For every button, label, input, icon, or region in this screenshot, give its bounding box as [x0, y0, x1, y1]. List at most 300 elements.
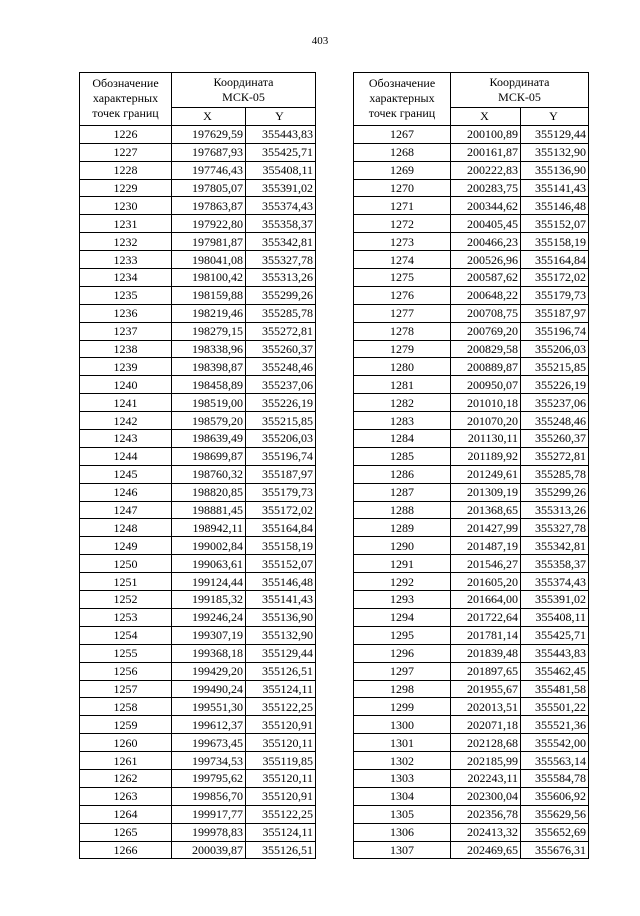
- table-row: [354, 787, 589, 805]
- y-coordinate-cell: 355132,90: [521, 143, 589, 161]
- table-row: [354, 233, 589, 251]
- table-row: [354, 626, 589, 644]
- table-row: [80, 251, 316, 269]
- table-row: [354, 251, 589, 269]
- table-row: [354, 769, 589, 787]
- table-row: [354, 680, 589, 698]
- table-row: [354, 447, 589, 465]
- table-row: [80, 716, 316, 734]
- y-coordinate-cell: 355260,37: [246, 340, 316, 358]
- x-coordinate-cell: 198338,96: [172, 340, 246, 358]
- point-number-cell: 1306: [354, 823, 451, 841]
- x-coordinate-cell: 198942,11: [172, 519, 246, 537]
- x-coordinate-cell: 201839,48: [451, 644, 521, 662]
- y-coordinate-cell: 355425,71: [246, 143, 316, 161]
- point-number-cell: 1242: [80, 412, 172, 430]
- y-coordinate-cell: 355136,90: [521, 161, 589, 179]
- x-coordinate-cell: 199490,24: [172, 680, 246, 698]
- y-coordinate-cell: 355206,03: [521, 340, 589, 358]
- point-number-cell: 1239: [80, 358, 172, 376]
- point-number-cell: 1237: [80, 322, 172, 340]
- table-body-right: [354, 125, 589, 859]
- point-number-cell: 1289: [354, 519, 451, 537]
- table-row: [354, 125, 589, 143]
- table-row: [354, 573, 589, 591]
- point-number-cell: 1268: [354, 143, 451, 161]
- table-row: [80, 501, 316, 519]
- point-number-cell: 1264: [80, 805, 172, 823]
- y-coordinate-cell: 355272,81: [246, 322, 316, 340]
- y-coordinate-cell: 355126,51: [246, 841, 316, 859]
- point-number-cell: 1279: [354, 340, 451, 358]
- point-number-cell: 1229: [80, 179, 172, 197]
- x-coordinate-cell: 201664,00: [451, 591, 521, 609]
- table-row: [80, 626, 316, 644]
- point-number-cell: 1299: [354, 698, 451, 716]
- table-row: [80, 143, 316, 161]
- x-coordinate-cell: 202128,68: [451, 734, 521, 752]
- x-coordinate-cell: 197629,59: [172, 125, 246, 143]
- point-number-cell: 1267: [354, 125, 451, 143]
- point-number-cell: 1288: [354, 501, 451, 519]
- x-coordinate-cell: 199063,61: [172, 555, 246, 573]
- table-row: [80, 752, 316, 770]
- y-coordinate-cell: 355129,44: [246, 644, 316, 662]
- point-number-cell: 1235: [80, 286, 172, 304]
- table-row: [80, 179, 316, 197]
- y-coordinate-cell: 355542,00: [521, 734, 589, 752]
- y-coordinate-cell: 355299,26: [521, 483, 589, 501]
- y-coordinate-cell: 355120,11: [246, 734, 316, 752]
- table-row: [80, 537, 316, 555]
- x-coordinate-cell: 199612,37: [172, 716, 246, 734]
- x-coordinate-cell: 199368,18: [172, 644, 246, 662]
- point-number-cell: 1271: [354, 197, 451, 215]
- y-coordinate-cell: 355563,14: [521, 752, 589, 770]
- table-row: [354, 537, 589, 555]
- y-coordinate-cell: 355237,06: [521, 394, 589, 412]
- point-number-cell: 1270: [354, 179, 451, 197]
- x-coordinate-cell: 199002,84: [172, 537, 246, 555]
- point-number-cell: 1281: [354, 376, 451, 394]
- y-coordinate-cell: 355606,92: [521, 787, 589, 805]
- y-coordinate-cell: 355342,81: [246, 233, 316, 251]
- table-row: [80, 573, 316, 591]
- point-number-cell: 1284: [354, 430, 451, 448]
- x-coordinate-cell: 201605,20: [451, 573, 521, 591]
- point-number-cell: 1247: [80, 501, 172, 519]
- table-row: [354, 430, 589, 448]
- x-coordinate-cell: 200708,75: [451, 304, 521, 322]
- table-row: [80, 340, 316, 358]
- table-row: [354, 841, 589, 859]
- x-coordinate-cell: 201249,61: [451, 465, 521, 483]
- x-coordinate-cell: 200889,87: [451, 358, 521, 376]
- y-coordinate-cell: 355122,25: [246, 698, 316, 716]
- coordinates-table-right: [353, 72, 589, 859]
- table-row: [80, 286, 316, 304]
- point-label-header: [80, 73, 172, 126]
- y-coordinate-cell: 355584,78: [521, 769, 589, 787]
- point-label-header: [354, 73, 451, 126]
- x-coordinate-cell: 199978,83: [172, 823, 246, 841]
- x-coordinate-cell: 200039,87: [172, 841, 246, 859]
- point-number-cell: 1294: [354, 608, 451, 626]
- y-coordinate-cell: 355226,19: [521, 376, 589, 394]
- point-number-cell: 1307: [354, 841, 451, 859]
- table-row: [354, 269, 589, 287]
- y-coordinate-cell: 355146,48: [521, 197, 589, 215]
- point-number-cell: 1297: [354, 662, 451, 680]
- x-coordinate-cell: 198398,87: [172, 358, 246, 376]
- table-row: [354, 716, 589, 734]
- table-row: [354, 698, 589, 716]
- y-coordinate-cell: 355676,31: [521, 841, 589, 859]
- y-coordinate-cell: 355164,84: [246, 519, 316, 537]
- y-coordinate-cell: 355313,26: [521, 501, 589, 519]
- point-number-cell: 1282: [354, 394, 451, 412]
- x-coordinate-cell: 200769,20: [451, 322, 521, 340]
- y-coordinate-cell: 355285,78: [246, 304, 316, 322]
- table-row: [80, 125, 316, 143]
- y-coordinate-cell: 355172,02: [246, 501, 316, 519]
- point-number-cell: 1233: [80, 251, 172, 269]
- x-coordinate-cell: 198219,46: [172, 304, 246, 322]
- y-coordinate-cell: 355196,74: [246, 447, 316, 465]
- y-coordinate-cell: 355342,81: [521, 537, 589, 555]
- table-row: [80, 519, 316, 537]
- table-row: [354, 483, 589, 501]
- x-coordinate-cell: 200526,96: [451, 251, 521, 269]
- coordinate-label-line: Координата: [489, 75, 550, 89]
- x-coordinate-cell: 197922,80: [172, 215, 246, 233]
- point-number-cell: 1263: [80, 787, 172, 805]
- table-row: [80, 734, 316, 752]
- y-coordinate-cell: 355172,02: [521, 269, 589, 287]
- table-row: [80, 591, 316, 609]
- y-coordinate-cell: 355391,02: [521, 591, 589, 609]
- table-body-left: [80, 125, 316, 859]
- x-coordinate-cell: 201955,67: [451, 680, 521, 698]
- x-coordinate-cell: 199124,44: [172, 573, 246, 591]
- x-coordinate-cell: 202071,18: [451, 716, 521, 734]
- y-coordinate-cell: 355327,78: [521, 519, 589, 537]
- point-number-cell: 1265: [80, 823, 172, 841]
- y-coordinate-cell: 355141,43: [521, 179, 589, 197]
- point-label-line: Обозначение: [92, 76, 159, 91]
- point-number-cell: 1291: [354, 555, 451, 573]
- y-coordinate-cell: 355206,03: [246, 430, 316, 448]
- table-row: [80, 787, 316, 805]
- y-coordinate-cell: 355187,97: [521, 304, 589, 322]
- table-row: [80, 161, 316, 179]
- x-coordinate-cell: 199917,77: [172, 805, 246, 823]
- y-coordinate-cell: 355248,46: [246, 358, 316, 376]
- x-coordinate-cell: 201130,11: [451, 430, 521, 448]
- y-coordinate-cell: 355215,85: [521, 358, 589, 376]
- x-coordinate-cell: 198760,32: [172, 465, 246, 483]
- x-coordinate-cell: 201897,65: [451, 662, 521, 680]
- table-row: [354, 143, 589, 161]
- y-coordinate-cell: 355652,69: [521, 823, 589, 841]
- table-row: [80, 394, 316, 412]
- table-row: [80, 447, 316, 465]
- point-number-cell: 1301: [354, 734, 451, 752]
- x-coordinate-cell: 198159,88: [172, 286, 246, 304]
- table-row: [80, 608, 316, 626]
- table-row: [80, 322, 316, 340]
- x-coordinate-cell: 197981,87: [172, 233, 246, 251]
- x-coordinate-cell: 202013,51: [451, 698, 521, 716]
- x-coordinate-cell: 200161,87: [451, 143, 521, 161]
- table-row: [354, 322, 589, 340]
- point-number-cell: 1278: [354, 322, 451, 340]
- y-coordinate-cell: 355481,58: [521, 680, 589, 698]
- coordinate-label-line: Координата: [213, 75, 274, 89]
- y-coordinate-cell: 355299,26: [246, 286, 316, 304]
- x-coordinate-cell: 200829,58: [451, 340, 521, 358]
- y-coordinate-cell: 355272,81: [521, 447, 589, 465]
- point-number-cell: 1253: [80, 608, 172, 626]
- x-coordinate-cell: 201781,14: [451, 626, 521, 644]
- table-row: [80, 376, 316, 394]
- table-row: [354, 805, 589, 823]
- point-label-line: точек границ: [368, 106, 436, 121]
- point-number-cell: 1244: [80, 447, 172, 465]
- point-number-cell: 1258: [80, 698, 172, 716]
- point-number-cell: 1251: [80, 573, 172, 591]
- point-number-cell: 1274: [354, 251, 451, 269]
- table-row: [354, 591, 589, 609]
- x-coordinate-cell: 199856,70: [172, 787, 246, 805]
- point-number-cell: 1303: [354, 769, 451, 787]
- table-row: [354, 644, 589, 662]
- y-coordinate-cell: 355164,84: [521, 251, 589, 269]
- x-coordinate-cell: 199307,19: [172, 626, 246, 644]
- y-coordinate-cell: 355237,06: [246, 376, 316, 394]
- point-number-cell: 1305: [354, 805, 451, 823]
- y-column-header: Y: [521, 108, 589, 126]
- point-number-cell: 1250: [80, 555, 172, 573]
- point-number-cell: 1231: [80, 215, 172, 233]
- x-coordinate-cell: 201427,99: [451, 519, 521, 537]
- y-coordinate-cell: 355187,97: [246, 465, 316, 483]
- point-number-cell: 1240: [80, 376, 172, 394]
- table-row: [354, 501, 589, 519]
- table-row: [80, 805, 316, 823]
- y-coordinate-cell: 355313,26: [246, 269, 316, 287]
- table-row: [354, 179, 589, 197]
- point-number-cell: 1283: [354, 412, 451, 430]
- y-coordinate-cell: 355122,25: [246, 805, 316, 823]
- x-coordinate-cell: 200283,75: [451, 179, 521, 197]
- table-row: [354, 304, 589, 322]
- point-number-cell: 1275: [354, 269, 451, 287]
- x-coordinate-cell: 202185,99: [451, 752, 521, 770]
- table-row: [80, 304, 316, 322]
- x-coordinate-cell: 198820,85: [172, 483, 246, 501]
- x-coordinate-cell: 202243,11: [451, 769, 521, 787]
- point-number-cell: 1298: [354, 680, 451, 698]
- table-row: [80, 465, 316, 483]
- point-number-cell: 1246: [80, 483, 172, 501]
- point-number-cell: 1234: [80, 269, 172, 287]
- table-row: [354, 555, 589, 573]
- y-coordinate-cell: 355215,85: [246, 412, 316, 430]
- point-number-cell: 1290: [354, 537, 451, 555]
- y-coordinate-cell: 355119,85: [246, 752, 316, 770]
- point-label-line: характерных: [92, 91, 159, 106]
- y-coordinate-cell: 355132,90: [246, 626, 316, 644]
- y-coordinate-cell: 355129,44: [521, 125, 589, 143]
- table-row: [80, 698, 316, 716]
- point-number-cell: 1277: [354, 304, 451, 322]
- table-row: [80, 644, 316, 662]
- x-coordinate-cell: 198639,49: [172, 430, 246, 448]
- table-row: [354, 662, 589, 680]
- x-coordinate-cell: 201546,27: [451, 555, 521, 573]
- table-row: [354, 519, 589, 537]
- point-label-line: точек границ: [92, 106, 159, 121]
- y-coordinate-cell: 355408,11: [246, 161, 316, 179]
- y-coordinate-cell: 355501,22: [521, 698, 589, 716]
- point-number-cell: 1228: [80, 161, 172, 179]
- x-coordinate-cell: 201722,64: [451, 608, 521, 626]
- y-coordinate-cell: 355158,19: [521, 233, 589, 251]
- x-coordinate-cell: 199246,24: [172, 608, 246, 626]
- y-coordinate-cell: 355443,83: [521, 644, 589, 662]
- y-coordinate-cell: 355120,91: [246, 787, 316, 805]
- table-row: [354, 161, 589, 179]
- y-coordinate-cell: 355327,78: [246, 251, 316, 269]
- x-coordinate-cell: 200587,62: [451, 269, 521, 287]
- point-number-cell: 1304: [354, 787, 451, 805]
- x-coordinate-cell: 198100,42: [172, 269, 246, 287]
- point-number-cell: 1261: [80, 752, 172, 770]
- y-coordinate-cell: 355443,83: [246, 125, 316, 143]
- point-number-cell: 1295: [354, 626, 451, 644]
- y-coordinate-cell: 355158,19: [246, 537, 316, 555]
- point-number-cell: 1230: [80, 197, 172, 215]
- y-coordinate-cell: 355179,73: [521, 286, 589, 304]
- table-row: [354, 734, 589, 752]
- x-coordinate-cell: 201010,18: [451, 394, 521, 412]
- y-coordinate-cell: 355146,48: [246, 573, 316, 591]
- x-coordinate-cell: 200950,07: [451, 376, 521, 394]
- point-number-cell: 1285: [354, 447, 451, 465]
- y-coordinate-cell: 355120,11: [246, 769, 316, 787]
- table-row: [80, 233, 316, 251]
- point-number-cell: 1266: [80, 841, 172, 859]
- x-coordinate-cell: 197746,43: [172, 161, 246, 179]
- point-number-cell: 1273: [354, 233, 451, 251]
- table-row: [80, 412, 316, 430]
- y-coordinate-cell: 355126,51: [246, 662, 316, 680]
- y-coordinate-cell: 355629,56: [521, 805, 589, 823]
- point-number-cell: 1269: [354, 161, 451, 179]
- table-row: [354, 752, 589, 770]
- table-row: [354, 823, 589, 841]
- x-coordinate-cell: 198579,20: [172, 412, 246, 430]
- y-coordinate-cell: 355462,45: [521, 662, 589, 680]
- coordinate-header: [451, 73, 589, 108]
- y-coordinate-cell: 355152,07: [246, 555, 316, 573]
- x-coordinate-cell: 198458,89: [172, 376, 246, 394]
- coordinate-label-line: МСК-05: [222, 90, 265, 104]
- point-number-cell: 1280: [354, 358, 451, 376]
- point-number-cell: 1292: [354, 573, 451, 591]
- x-coordinate-cell: 202300,04: [451, 787, 521, 805]
- point-number-cell: 1287: [354, 483, 451, 501]
- x-coordinate-cell: 201189,92: [451, 447, 521, 465]
- x-coordinate-cell: 198279,15: [172, 322, 246, 340]
- table-row: [354, 340, 589, 358]
- table-row: [80, 555, 316, 573]
- point-number-cell: 1236: [80, 304, 172, 322]
- point-number-cell: 1257: [80, 680, 172, 698]
- y-coordinate-cell: 355521,36: [521, 716, 589, 734]
- x-coordinate-cell: 202469,65: [451, 841, 521, 859]
- y-coordinate-cell: 355120,91: [246, 716, 316, 734]
- point-number-cell: 1296: [354, 644, 451, 662]
- table-row: [80, 823, 316, 841]
- y-coordinate-cell: 355124,11: [246, 823, 316, 841]
- x-coordinate-cell: 201309,19: [451, 483, 521, 501]
- table-row: [354, 215, 589, 233]
- x-coordinate-cell: 201368,65: [451, 501, 521, 519]
- y-coordinate-cell: 355196,74: [521, 322, 589, 340]
- point-number-cell: 1249: [80, 537, 172, 555]
- x-coordinate-cell: 199551,30: [172, 698, 246, 716]
- x-coordinate-cell: 199429,20: [172, 662, 246, 680]
- point-number-cell: 1302: [354, 752, 451, 770]
- x-coordinate-cell: 200344,62: [451, 197, 521, 215]
- point-number-cell: 1226: [80, 125, 172, 143]
- x-coordinate-cell: 197863,87: [172, 197, 246, 215]
- point-number-cell: 1245: [80, 465, 172, 483]
- y-coordinate-cell: 355141,43: [246, 591, 316, 609]
- point-number-cell: 1300: [354, 716, 451, 734]
- table-row: [354, 394, 589, 412]
- y-coordinate-cell: 355391,02: [246, 179, 316, 197]
- y-column-header: Y: [246, 108, 316, 126]
- table-row: [80, 841, 316, 859]
- x-coordinate-cell: 200648,22: [451, 286, 521, 304]
- x-column-header: X: [172, 108, 246, 126]
- x-coordinate-cell: 201487,19: [451, 537, 521, 555]
- point-number-cell: 1227: [80, 143, 172, 161]
- x-coordinate-cell: 202413,32: [451, 823, 521, 841]
- x-coordinate-cell: 199795,62: [172, 769, 246, 787]
- x-coordinate-cell: 202356,78: [451, 805, 521, 823]
- x-coordinate-cell: 198519,00: [172, 394, 246, 412]
- table-row: [354, 286, 589, 304]
- point-number-cell: 1232: [80, 233, 172, 251]
- coordinates-table-left: [79, 72, 316, 859]
- table-row: [80, 197, 316, 215]
- x-coordinate-cell: 197687,93: [172, 143, 246, 161]
- y-coordinate-cell: 355358,37: [521, 555, 589, 573]
- x-coordinate-cell: 198699,87: [172, 447, 246, 465]
- point-number-cell: 1254: [80, 626, 172, 644]
- point-number-cell: 1256: [80, 662, 172, 680]
- table-row: [80, 215, 316, 233]
- y-coordinate-cell: 355374,43: [521, 573, 589, 591]
- x-coordinate-cell: 199185,32: [172, 591, 246, 609]
- x-coordinate-cell: 200100,89: [451, 125, 521, 143]
- point-label-line: характерных: [369, 91, 435, 106]
- point-number-cell: 1243: [80, 430, 172, 448]
